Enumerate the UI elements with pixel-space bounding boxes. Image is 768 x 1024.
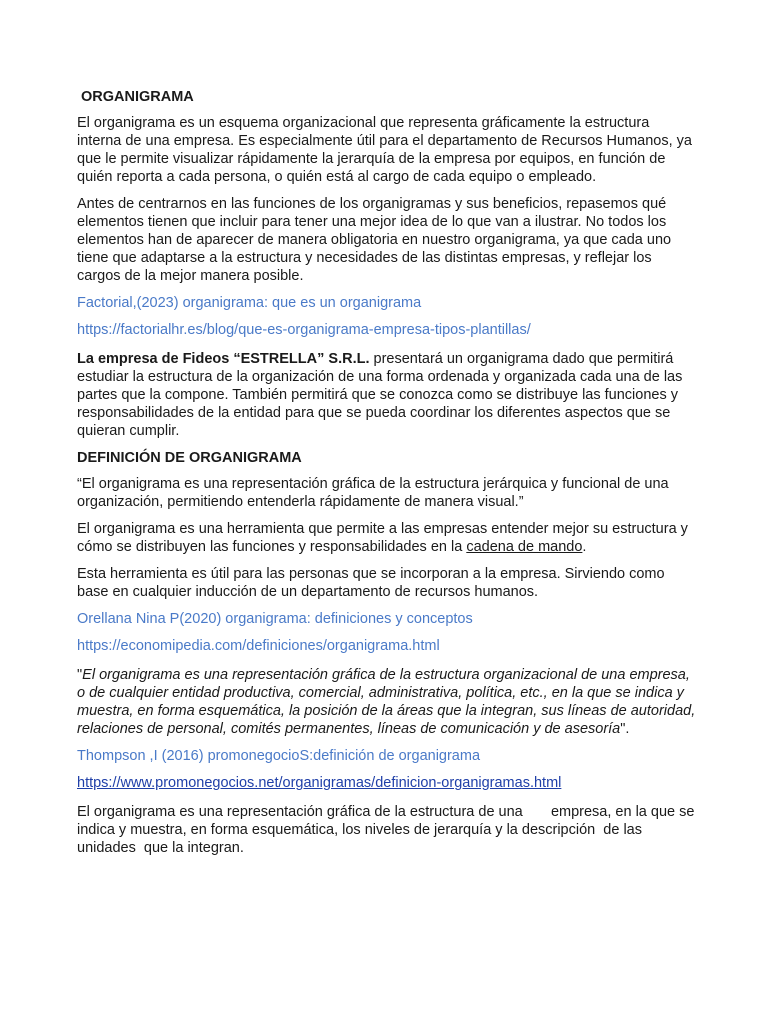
paragraph-empresa [77,350,697,440]
cadena-de-mando-link[interactable]: cadena de mando [466,539,583,555]
paragraph-utilidad: Esta herramienta es útil para las personas que se incorporan a la empresa. Sirviendo como base en cualquier inducción de un departamento de recursos humanos. [77,566,665,600]
reference-thompson: Thompson ,I (2016) promonegocioS:definición de organigrama [77,748,481,764]
url-promonegocios[interactable]: https://www.promonegocios.net/organigramas/definicion-organigramas.html [77,775,562,791]
document-page [77,88,697,866]
paragraph-herramienta-end: . [582,539,587,555]
url-economipedia[interactable]: https://economipedia.com/definiciones/organigrama.html [77,638,440,654]
quote-italic-text: El organigrama es una representación gráfica de la estructura organizacional de una empresa, o de cualquier entidad productiva, comercial, administrativa, política, etc., en la que se indica y muestra, en forma esquemática, la posición de la áreas que la integran, sus líneas de autoridad, relaciones de personal, comités permanentes, líneas de comunicación y de asesoría [77,667,696,737]
paragraph-elements: Antes de centrarnos en las funciones de los organigramas y sus beneficios, repasemos qué elementos tienen que incluir para tener una mejor idea de lo que van a ilustrar. No todos los elementos han de aparecer de manera obligatoria en nuestro organigrama, ya que cada uno tiene que adaptarse a la estructura y necesidades de las distintas empresas, y reflejar los cargos de la mejor manera posible. [77,196,672,284]
paragraph-quote-definition: “El organigrama es una representación gráfica de la estructura jerárquica y funcional de una organización, permitiendo entenderla rápidamente de manera visual.” [77,476,669,510]
paragraph-final: El organigrama es una representación gráfica de la estructura de una empresa, en la que se indica y muestra, en forma esquemática, los niveles de jerarquía y la descripción de las unidades que la integran. [77,804,699,856]
quote-open: " [77,667,83,683]
company-name: La empresa de Fideos “ESTRELLA” S.R.L. [77,351,370,367]
reference-orellana: Orellana Nina P(2020) organigrama: definiciones y conceptos [77,611,473,627]
quote-close: ". [620,721,630,737]
page-title: ORGANIGRAMA [81,89,194,105]
paragraph-quote-italic [77,666,697,738]
url-factorial[interactable]: https://factorialhr.es/blog/que-es-organigrama-empresa-tipos-plantillas/ [77,322,531,338]
paragraph-empresa-text: presentará un organigrama dado que permitirá estudiar la estructura de la organización de una forma ordenada y organizada cada una de las partes que la compone. También permitirá que se conozca como se distribuye las funciones y responsabilidades de la entidad para que se pueda coordinar los diferentes aspectos que se quieran cumplir. [77,351,683,439]
section-heading-definicion: DEFINICIÓN DE ORGANIGRAMA [77,450,302,466]
paragraph-intro: El organigrama es un esquema organizacional que representa gráficamente la estructura interna de una empresa. Es especialmente útil para el departamento de Recursos Humanos, ya que le permite visualizar rápidamente la jerarquía de la empresa por equipos, en función de quién reporta a cada persona, o quién está al cargo de cada equipo o empleado. [77,115,692,185]
paragraph-herramienta [77,520,697,556]
paragraph-herramienta-text: El organigrama es una herramienta que permite a las empresas entender mejor su estructura y cómo se distribuyen las funciones y responsabilidades en la [77,521,688,555]
reference-factorial: Factorial,(2023) organigrama: que es un organigrama [77,295,422,311]
